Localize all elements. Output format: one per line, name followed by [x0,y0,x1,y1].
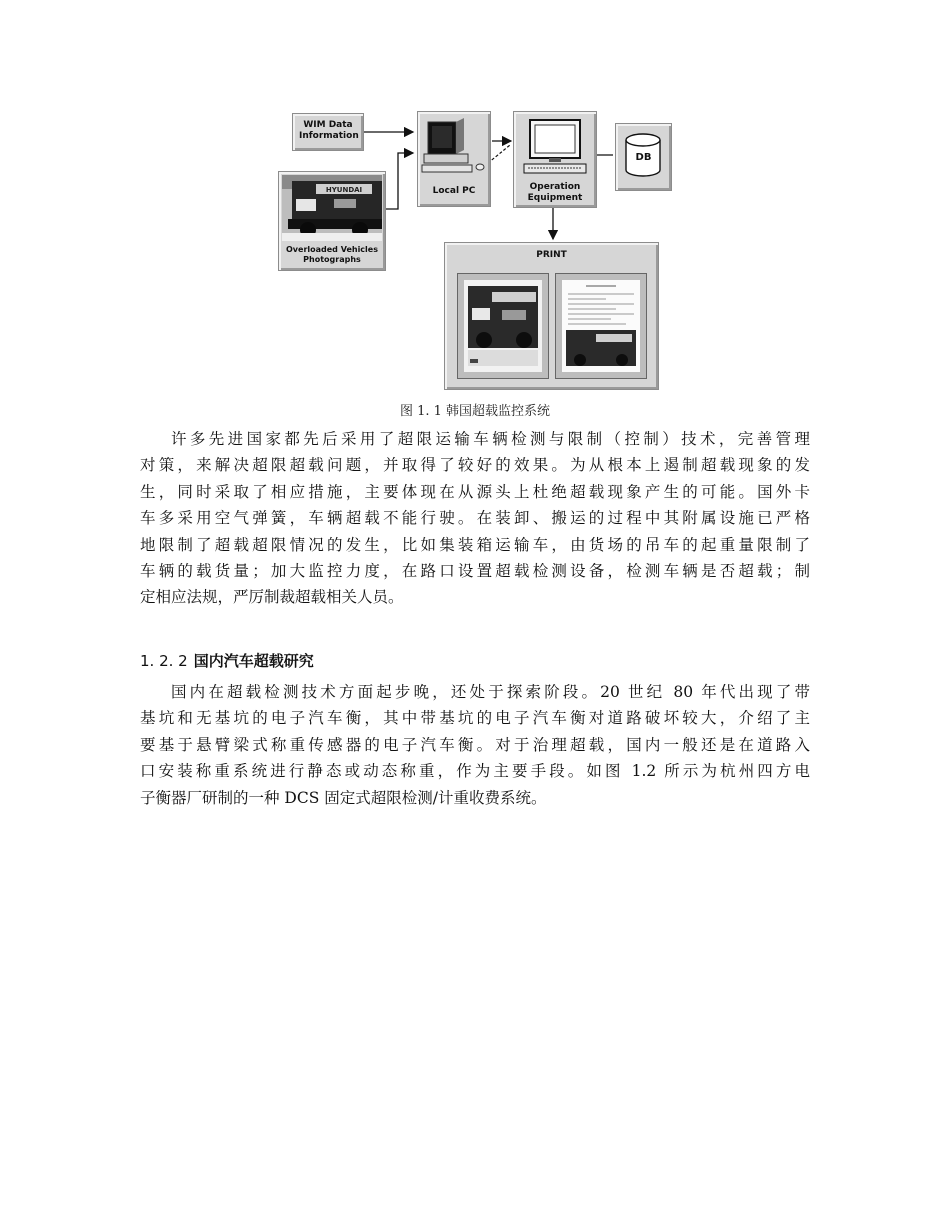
db-label: DB [635,152,652,163]
section-title: 国内汽车超载研究 [193,652,314,670]
figure-caption: 图 1. 1 韩国超载监控系统 [399,404,551,419]
operation-equipment-box [513,111,597,208]
figure-korea-overload-system [270,105,680,395]
print-report-right [555,273,647,379]
paragraph-line: 国内在超载检测技术方面起步晚，还处于探索阶段。20 世纪 80 年代出现了带 [171,683,810,701]
overloaded-vehicles-label: Overloaded Vehicles Photographs [286,245,378,264]
paragraph-line: 口安装称重系统进行静态或动态称重，作为主要手段。如图 1.2 所示为杭州四方电 [140,762,810,781]
computer-icon [418,114,490,176]
paragraph-line: 生，同时采取了相应措施，主要体现在从源头上杜绝超载现象产生的可能。国外卡 [140,482,810,501]
vehicle-photo [282,175,382,241]
paragraph-line: 基坑和无基坑的电子汽车衡，其中带基坑的电子汽车衡对道路破坏较大，介绍了主 [140,709,810,728]
paragraph-domestic-research [140,679,810,811]
paragraph-foreign-practice [140,426,810,611]
wim-data-box [292,113,364,151]
wim-data-label: WIM Data Information [299,120,359,141]
local-pc-box [417,111,491,207]
photo-brand-text: HYUNDAI [325,186,363,194]
paragraph-line: 对策，来解决超限超载问题，并取得了较好的效果。为从根本上遏制超载现象的发 [140,456,810,475]
section-number: 1. 2. 2 [140,652,188,670]
paragraph-line: 车辆的载货量；加大监控力度，在路口设置超载检测设备，检测车辆是否超载；制 [140,562,810,581]
paragraph-line: 子衡器厂研制的一种 DCS 固定式超限检测/计重收费系统。 [140,788,547,807]
paragraph-line: 车多采用空气弹簧，车辆超载不能行驶。在装卸、搬运的过程中其附属设施已严格 [140,509,810,528]
print-box [444,242,659,390]
print-label: PRINT [536,250,567,260]
paragraph-line: 要基于悬臂梁式称重传感器的电子汽车衡。对于治理超载，国内一般还是在道路入 [140,735,810,754]
operation-equipment-label: Operation Equipment [527,182,583,203]
dashed-link [488,145,510,163]
paragraph-line: 定相应法规，严厉制裁超载相关人员。 [140,588,404,607]
paragraph-line: 许多先进国家都先后采用了超限运输车辆检测与限制（控制）技术，完善管理 [171,430,810,448]
paragraph-line: 地限制了超载超限情况的发生，比如集装箱运输车，由货场的吊车的起重量限制了 [140,535,810,554]
monitor-icon [514,114,596,178]
section-heading [140,650,314,671]
overloaded-vehicles-box [278,171,386,271]
print-photo-left [457,273,549,379]
db-box [615,123,672,191]
local-pc-label: Local PC [432,186,476,196]
arrow-photo-to-pc [382,153,413,209]
